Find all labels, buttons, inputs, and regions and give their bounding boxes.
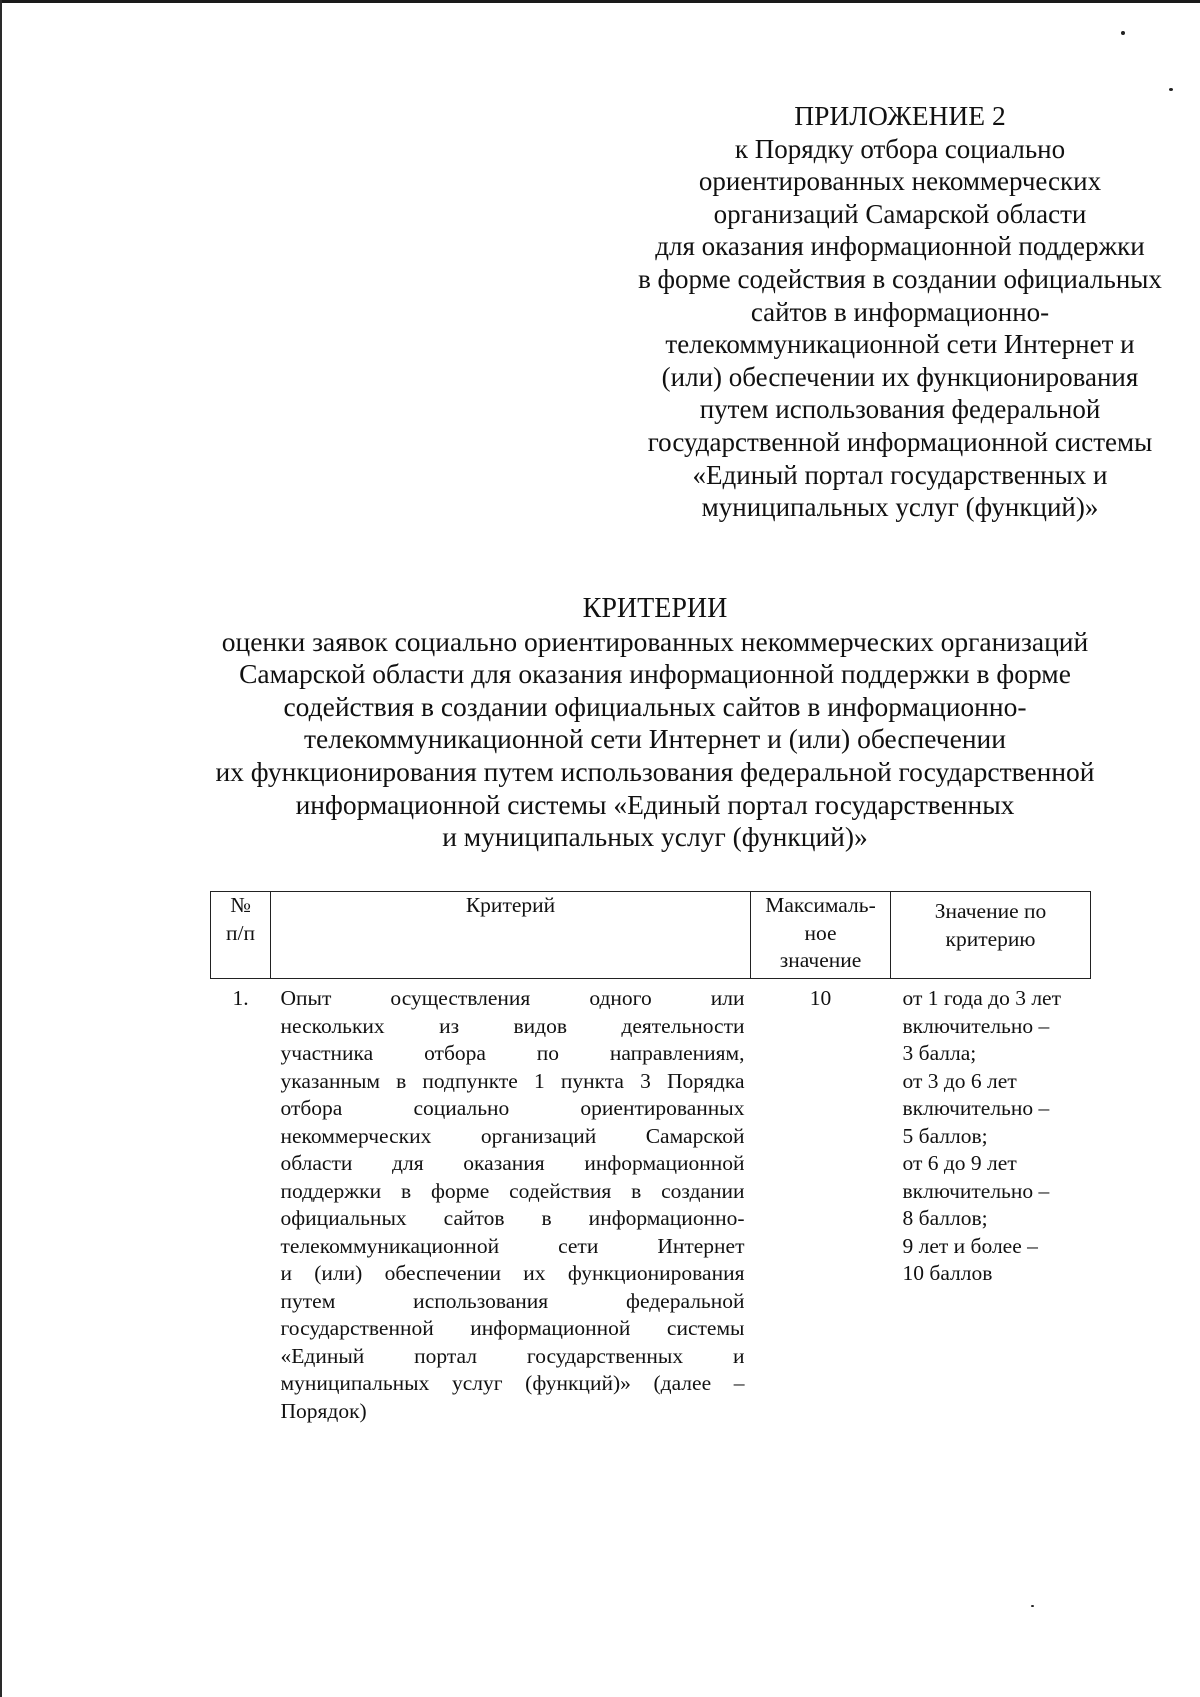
criteria-subtitle-line: содействия в создании официальных сайтов в информационно- bbox=[283, 690, 1027, 722]
row-number: 1. bbox=[232, 986, 249, 1010]
criterion-line: телекоммуникационной сети Интернет bbox=[280, 1233, 745, 1258]
criterion-line: путем использования федеральной bbox=[280, 1288, 745, 1313]
value-line: 10 баллов bbox=[902, 1261, 993, 1285]
header-number-line: п/п bbox=[226, 920, 255, 945]
criteria-table bbox=[210, 891, 1091, 1425]
scan-speck bbox=[1169, 88, 1173, 91]
scan-speck bbox=[1121, 31, 1125, 35]
appendix-title: ПРИЛОЖЕНИЕ 2 bbox=[794, 100, 1006, 131]
header-max-line: Максималь- bbox=[765, 893, 876, 917]
header-value-line: Значение по bbox=[934, 899, 1047, 923]
row-criterion-value bbox=[891, 979, 1091, 1426]
value-line: включительно – bbox=[902, 1096, 1050, 1120]
value-line: от 3 до 6 лет bbox=[902, 1068, 1017, 1093]
appendix-line: «Единый портал государственных и bbox=[692, 459, 1108, 490]
criterion-line: участника отбора по направлениям, bbox=[280, 1041, 745, 1065]
header-value-line: критерию bbox=[945, 926, 1036, 951]
header-criterion-line: Критерий bbox=[465, 893, 556, 917]
criterion-line: Порядок) bbox=[280, 1398, 367, 1423]
header-number bbox=[211, 892, 271, 979]
criterion-line: указанным в подпункте 1 пункта 3 Порядка bbox=[280, 1068, 745, 1093]
criterion-line: и (или) обеспечении их функционирования bbox=[280, 1261, 745, 1285]
appendix-line: государственной информационной системы bbox=[647, 426, 1153, 457]
header-criterion bbox=[271, 892, 751, 979]
criteria-title: КРИТЕРИИ bbox=[582, 593, 728, 624]
value-line: включительно – bbox=[902, 1013, 1050, 1038]
header-max-value bbox=[751, 892, 891, 979]
table-header-row bbox=[211, 892, 1091, 979]
scan-edge-top bbox=[0, 0, 1200, 3]
criteria-subtitle-line: информационной системы «Единый портал государственных bbox=[295, 788, 1015, 820]
appendix-line: для оказания информационной поддержки bbox=[655, 231, 1145, 262]
value-line: 5 баллов; bbox=[902, 1123, 988, 1148]
header-max-line: значение bbox=[779, 948, 862, 972]
appendix-line: организаций Самарской области bbox=[713, 198, 1087, 229]
header-max-line: ное bbox=[804, 920, 837, 945]
criterion-line: поддержки в форме содействия в создании bbox=[280, 1178, 745, 1203]
appendix-line: телекоммуникационной сети Интернет и bbox=[665, 329, 1135, 360]
criteria-subtitle-line: и муниципальных услуг (функций)» bbox=[442, 821, 868, 853]
appendix-line: муниципальных услуг (функций)» bbox=[701, 492, 1099, 523]
row-max-value: 10 bbox=[809, 986, 832, 1010]
scan-edge-left bbox=[0, 0, 2, 1697]
appendix-line: (или) обеспечении их функционирования bbox=[661, 361, 1139, 392]
appendix-line: сайтов в информационно- bbox=[750, 296, 1050, 327]
scan-speck bbox=[1031, 1605, 1034, 1607]
header-number-line: № bbox=[230, 893, 251, 917]
value-line: от 1 года до 3 лет bbox=[902, 986, 1061, 1010]
appendix-line: к Порядку отбора социально bbox=[734, 133, 1066, 164]
criterion-line: отбора социально ориентированных bbox=[280, 1096, 745, 1120]
appendix-line: ориентированных некоммерческих bbox=[698, 166, 1102, 197]
appendix-line: путем использования федеральной bbox=[699, 394, 1101, 425]
appendix-line: в форме содействия в создании официальных bbox=[638, 263, 1162, 294]
criteria-subtitle-line: оценки заявок социально ориентированных некоммерческих организаций bbox=[221, 625, 1089, 657]
table-row bbox=[211, 979, 1091, 1426]
criteria-heading bbox=[150, 593, 1160, 854]
criterion-line: нескольких из видов деятельности bbox=[280, 1013, 745, 1038]
value-line: от 6 до 9 лет bbox=[902, 1151, 1017, 1175]
criterion-line: Опыт осуществления одного или bbox=[280, 986, 745, 1010]
criterion-line: государственной информационной системы bbox=[280, 1316, 745, 1340]
criteria-subtitle-line: телекоммуникационной сети Интернет и (или) обеспечении bbox=[303, 723, 1006, 755]
header-criterion-value bbox=[891, 892, 1091, 979]
criteria-subtitle-line: их функционирования путем использования федеральной государственной bbox=[215, 755, 1095, 787]
criterion-line: муниципальных услуг (функций)» (далее – bbox=[280, 1371, 745, 1395]
value-line: 9 лет и более – bbox=[902, 1233, 1038, 1258]
value-line: 3 балла; bbox=[902, 1041, 977, 1065]
row-criterion bbox=[271, 979, 751, 1426]
criterion-line: области для оказания информационной bbox=[280, 1151, 745, 1175]
criteria-subtitle-line: Самарской области для оказания информационной поддержки в форме bbox=[239, 658, 1071, 690]
appendix-block bbox=[620, 100, 1180, 524]
criterion-line: некоммерческих организаций Самарской bbox=[280, 1123, 745, 1148]
criterion-line: «Единый портал государственных и bbox=[280, 1343, 745, 1368]
criterion-line: официальных сайтов в информационно- bbox=[280, 1206, 745, 1230]
value-line: 8 баллов; bbox=[902, 1206, 988, 1230]
value-line: включительно – bbox=[902, 1178, 1050, 1203]
